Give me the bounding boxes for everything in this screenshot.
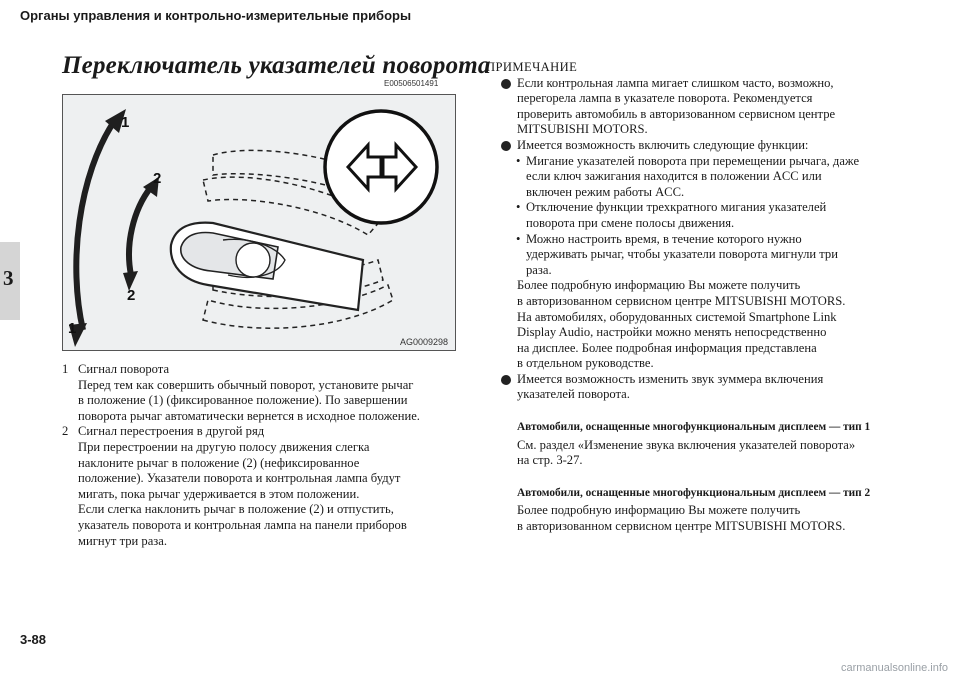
- list-item-number: 1: [62, 362, 69, 376]
- callout-1-top: 1: [121, 114, 130, 131]
- subheading-type-1: Автомобили, оснащенные многофункциональным дисплеем — тип 1: [517, 421, 871, 434]
- chapter-number: 3: [3, 266, 14, 290]
- note-sub-item-3: • Можно настроить время, в течение которого нужно удерживать рычаг, чтобы указатели поворота мигнули три раза.: [516, 231, 838, 277]
- bullet-dot-icon: [501, 375, 511, 385]
- note-heading: ПРИМЕЧАНИЕ: [486, 60, 578, 74]
- page-number: 3-88: [20, 632, 47, 647]
- type-2-text: Более подробную информацию Вы можете получить в авторизованном сервисном центре MITSUBISHI MOTORS.: [517, 503, 846, 534]
- list-item-2: 2 Сигнал перестроения в другой ряд При перестроении на другую полосу движения слегка наклоните рычаг в положение (2) (нефиксированное положение). Указатели поворота и контрольная лампа будут мигать, пока рычаг удерживается в этом положении. Если слегка наклонить рычаг в положение (2) и отпустить, указатель поворота и контрольная лампа на панели приборов мигнут три раза.: [62, 424, 407, 548]
- article-code: E00506501491: [384, 79, 439, 88]
- list-item-number: 2: [62, 424, 69, 439]
- bullet-dot-icon: [501, 141, 511, 151]
- callout-2-bottom: 2: [127, 287, 136, 304]
- type-1-text: См. раздел «Изменение звука включения указателей поворота» на стр. 3-27.: [517, 437, 856, 468]
- note-bullet-2: Имеется возможность включить следующие функции:: [486, 138, 906, 154]
- callout-2-top: 2: [153, 170, 162, 187]
- note-bullet-1: Если контрольная лампа мигает слишком часто, возможно, перегорела лампа в указателе поворота. Рекомендуется проверить автомобиль в авторизованном сервисном центре MITSUBISHI MOTORS.: [486, 76, 906, 138]
- list-item-1: 1 Сигнал поворота Перед тем как совершить обычный поворот, установите рычаг в положение (1) (фиксированное положение). По завершении поворота рычаг автоматически вернется в исходное положение.: [62, 362, 420, 423]
- numbered-list: [62, 362, 462, 549]
- note-sub-item-2: • Отключение функции трехкратного мигания указателей поворота при смене полосы движения.: [516, 200, 827, 230]
- bullet-dot-icon: [501, 79, 511, 89]
- callout-1-bottom: 1: [68, 320, 77, 337]
- subheading-type-2: Автомобили, оснащенные многофункциональным дисплеем — тип 2: [517, 486, 871, 499]
- sub-bullet-icon: •: [516, 231, 521, 246]
- note-bullet-3: Имеется возможность изменить звук зуммера включения указателей поворота.: [486, 372, 906, 403]
- figure-code: AG0009298: [400, 337, 449, 347]
- sub-bullet-icon: •: [516, 200, 521, 215]
- article-title: Переключатель указателей поворота: [62, 52, 491, 79]
- watermark: carmanualsonline.info: [840, 662, 948, 674]
- note-sub-item-1: • Мигание указателей поворота при перемещении рычага, даже если ключ зажигания находится в положении ACC или включен режим работы ACC.: [516, 153, 860, 199]
- note-paragraph: Более подробную информацию Вы можете получить в авторизованном сервисном центре MITSUBISHI MOTORS. На автомобилях, оборудованных системой Smartphone Link Display Audio, настройки можно менять непосредственно на дисплее. Более подробная информация представлена в отдельном руководстве.: [517, 278, 846, 371]
- sub-bullet-icon: •: [516, 153, 521, 168]
- note-section: [486, 60, 906, 535]
- running-header: Органы управления и контрольно-измерительные приборы: [20, 8, 412, 23]
- turn-signal-figure: [62, 94, 456, 351]
